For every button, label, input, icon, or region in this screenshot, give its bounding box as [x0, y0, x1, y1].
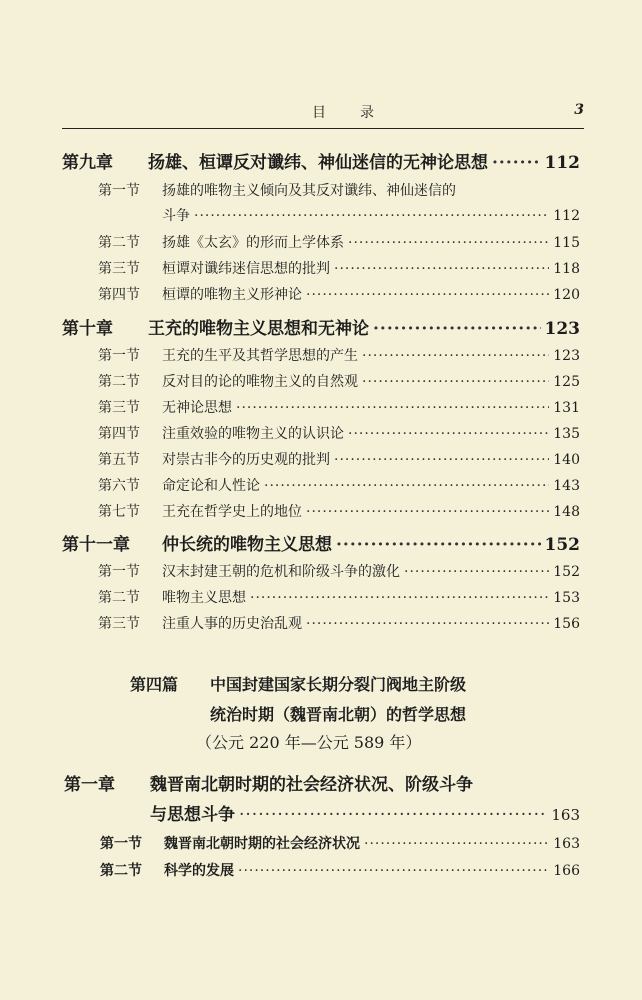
leader-dots — [373, 319, 541, 339]
chapter-page: 123 — [544, 319, 580, 339]
chapter-title: 仲长统的唯物主义思想 — [162, 535, 332, 555]
chapter-title: 王充的唯物主义思想和无神论 — [148, 319, 369, 339]
section-title: 对崇古非今的历史观的批判 — [162, 452, 330, 468]
leader-dots — [250, 590, 549, 606]
chapter-title-line-1: 魏晋南北朝时期的社会经济状况、阶级斗争 — [150, 775, 473, 795]
toc-section[interactable] — [98, 180, 552, 200]
toc-section[interactable] — [98, 613, 580, 633]
section-label: 第一节 — [98, 183, 140, 199]
section-page: 125 — [553, 374, 580, 390]
toc-chapter-11[interactable] — [62, 530, 580, 555]
section-title: 科学的发展 — [164, 863, 234, 879]
toc-chapter-9[interactable] — [62, 148, 580, 173]
leader-dots — [334, 452, 549, 468]
running-head-char-2: 录 — [360, 105, 374, 121]
section-page: 118 — [553, 261, 580, 277]
toc-section[interactable] — [98, 258, 580, 278]
leader-dots — [306, 616, 549, 632]
part-label: 第四篇 — [130, 675, 179, 694]
toc-chapter-10[interactable] — [62, 314, 580, 339]
part-dates — [196, 730, 421, 753]
chapter-title: 扬雄、桓谭反对谶纬、神仙迷信的无神论思想 — [148, 153, 488, 173]
section-label: 第三节 — [98, 261, 140, 277]
section-page: 112 — [553, 208, 580, 224]
section-label: 第一节 — [98, 348, 140, 364]
leader-dots — [336, 535, 541, 555]
section-label: 第二节 — [98, 590, 140, 606]
toc-section[interactable] — [98, 423, 580, 443]
running-head-title — [312, 102, 408, 122]
leader-dots — [306, 504, 549, 520]
leader-dots — [334, 261, 549, 277]
part-title-line-2: 统治时期（魏晋南北朝）的哲学思想 — [210, 705, 467, 724]
toc-section[interactable] — [100, 833, 580, 853]
toc-section[interactable] — [98, 501, 580, 521]
toc-section[interactable] — [98, 397, 580, 417]
leader-dots — [348, 426, 549, 442]
leader-dots — [194, 208, 549, 224]
section-page: 143 — [553, 478, 580, 494]
part-heading-line-1[interactable] — [130, 672, 466, 695]
leader-dots — [348, 235, 549, 251]
part-title-line-1: 中国封建国家长期分裂门阀地主阶级 — [210, 675, 467, 694]
toc-section[interactable] — [98, 345, 580, 365]
chapter-label: 第九章 — [62, 153, 113, 173]
chapter-label: 第十一章 — [62, 535, 130, 555]
toc-section[interactable] — [98, 371, 580, 391]
leader-dots — [264, 478, 549, 494]
leader-dots — [239, 805, 547, 825]
toc-part4-chapter-1[interactable] — [64, 770, 580, 795]
section-page: 131 — [553, 400, 580, 416]
chapter-label: 第一章 — [64, 775, 115, 795]
section-page: 115 — [553, 235, 580, 251]
section-label: 第三节 — [98, 616, 140, 632]
section-label: 第五节 — [98, 452, 140, 468]
section-title: 反对目的论的唯物主义的自然观 — [162, 374, 358, 390]
section-page: 148 — [553, 504, 580, 520]
section-page: 123 — [553, 348, 580, 364]
section-title: 扬雄的唯物主义倾向及其反对谶纬、神仙迷信的 — [162, 183, 456, 199]
section-label: 第二节 — [98, 374, 140, 390]
section-label: 第四节 — [98, 287, 140, 303]
chapter-page: 112 — [544, 153, 580, 173]
leader-dots — [362, 348, 549, 364]
section-title: 王充在哲学史上的地位 — [162, 504, 302, 520]
section-title: 桓谭对谶纬迷信思想的批判 — [162, 261, 330, 277]
leader-dots — [238, 863, 549, 879]
section-label: 第二节 — [98, 235, 140, 251]
toc-section[interactable] — [98, 475, 580, 495]
section-title: 注重效验的唯物主义的认识论 — [162, 426, 344, 442]
part-heading-line-2 — [210, 702, 466, 725]
toc-section[interactable] — [98, 284, 580, 304]
toc-section[interactable] — [98, 232, 580, 252]
toc-section[interactable] — [98, 561, 580, 581]
section-title: 王充的生平及其哲学思想的产生 — [162, 348, 358, 364]
section-label: 第四节 — [98, 426, 140, 442]
section-title: 扬雄《太玄》的形而上学体系 — [162, 235, 344, 251]
toc-part4-chapter-1-cont[interactable] — [150, 800, 580, 825]
chapter-label: 第十章 — [62, 319, 113, 339]
section-label: 第一节 — [100, 836, 142, 852]
toc-section[interactable] — [98, 449, 580, 469]
leader-dots — [236, 400, 549, 416]
section-page: 135 — [553, 426, 580, 442]
section-title: 魏晋南北朝时期的社会经济状况 — [164, 836, 360, 852]
section-label: 第六节 — [98, 478, 140, 494]
section-label: 第三节 — [98, 400, 140, 416]
section-page: 156 — [553, 616, 580, 632]
page-number: 3 — [574, 102, 584, 118]
section-label: 第七节 — [98, 504, 140, 520]
section-title: 注重人事的历史治乱观 — [162, 616, 302, 632]
section-label: 第二节 — [100, 863, 142, 879]
leader-dots — [364, 836, 549, 852]
leader-dots — [306, 287, 549, 303]
chapter-page: 163 — [551, 806, 580, 824]
toc-section[interactable] — [100, 860, 580, 880]
running-head-char-1: 目 — [312, 105, 326, 121]
section-title: 汉末封建王朝的危机和阶级斗争的激化 — [162, 564, 400, 580]
section-title: 桓谭的唯物主义形神论 — [162, 287, 302, 303]
leader-dots — [492, 153, 541, 173]
running-head — [62, 100, 584, 129]
chapter-page: 152 — [544, 535, 580, 555]
section-title: 命定论和人性论 — [162, 478, 260, 494]
section-page: 166 — [553, 863, 580, 879]
section-page: 153 — [553, 590, 580, 606]
section-page: 120 — [553, 287, 580, 303]
toc-section[interactable] — [98, 587, 580, 607]
section-page: 163 — [553, 836, 580, 852]
section-page: 140 — [553, 452, 580, 468]
section-title-continued: 斗争 — [162, 208, 190, 224]
leader-dots — [404, 564, 549, 580]
leader-dots — [362, 374, 549, 390]
section-title: 无神论思想 — [162, 400, 232, 416]
part-date-range: （公元 220 年—公元 589 年） — [196, 733, 422, 752]
chapter-title-line-2: 与思想斗争 — [150, 805, 235, 825]
section-label: 第一节 — [98, 564, 140, 580]
section-page: 152 — [553, 564, 580, 580]
section-title: 唯物主义思想 — [162, 590, 246, 606]
toc-section-continuation[interactable] — [162, 205, 580, 225]
